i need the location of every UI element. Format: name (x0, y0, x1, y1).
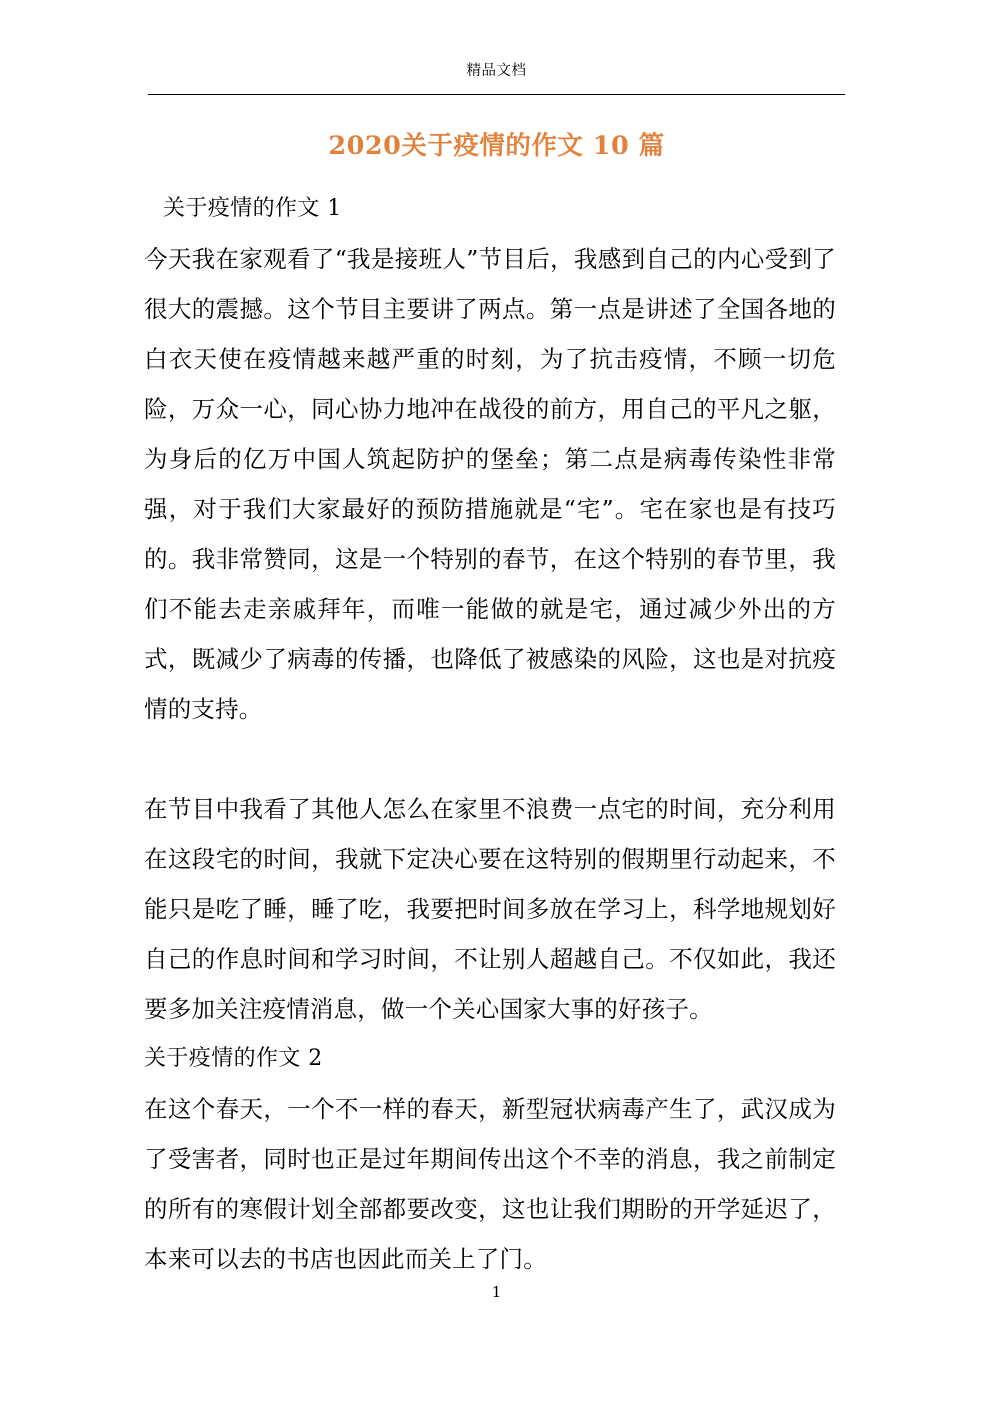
section-heading-1: 关于疫情的作文 1 (163, 196, 342, 221)
paragraph-spacer (144, 734, 836, 784)
running-header (148, 60, 845, 81)
page-number: 1 (491, 1283, 502, 1301)
page-title: 2020关于疫情的作文 10 篇 (328, 131, 665, 161)
header-divider-rule (148, 94, 845, 95)
section-1-paragraph-2: 在节目中我看了其他人怎么在家里不浪费一点宅的时间，充分利用在这段宅的时间，我就下定决心要在这特别的假期里行动起来，不能只是吃了睡，睡了吃，我要把时间多放在学习上，科学地规划好自己的作息时间和学习时间，不让别人超越自己。不仅如此，我还要多加关注疫情消息，做一个关心国家大事的好孩子。 (144, 795, 836, 1023)
document-body (144, 184, 836, 1284)
section-1-paragraph-1: 今天我在家观看了“我是接班人”节目后，我感到自己的内心受到了很大的震撼。这个节目主要讲了两点。第一点是讲述了全国各地的白衣天使在疫情越来越严重的时刻，为了抗击疫情，不顾一切危险，万众一心，同心协力地冲在战役的前方，用自己的平凡之躯，为身后的亿万中国人筑起防护的堡垒；第二点是病毒传染性非常强，对于我们大家最好的预防措施就是“宅”。宅在家也是有技巧的。我非常赞同，这是一个特别的春节，在这个特别的春节里，我们不能去走亲戚拜年，而唯一能做的就是宅，通过减少外出的方式，既减少了病毒的传播，也降低了被感染的风险，这也是对抗疫情的支持。 (144, 245, 836, 723)
section-heading-2: 关于疫情的作文 2 (144, 1046, 323, 1071)
running-header-text: 精品文档 (466, 63, 527, 79)
section-2-paragraph-1: 在这个春天，一个不一样的春天，新型冠状病毒产生了，武汉成为了受害者，同时也正是过年期间传出这个不幸的消息，我之前制定的所有的寒假计划全部都要改变，这也让我们期盼的开学延迟了，本来可以去的书店也因此而关上了门。 (144, 1095, 836, 1273)
